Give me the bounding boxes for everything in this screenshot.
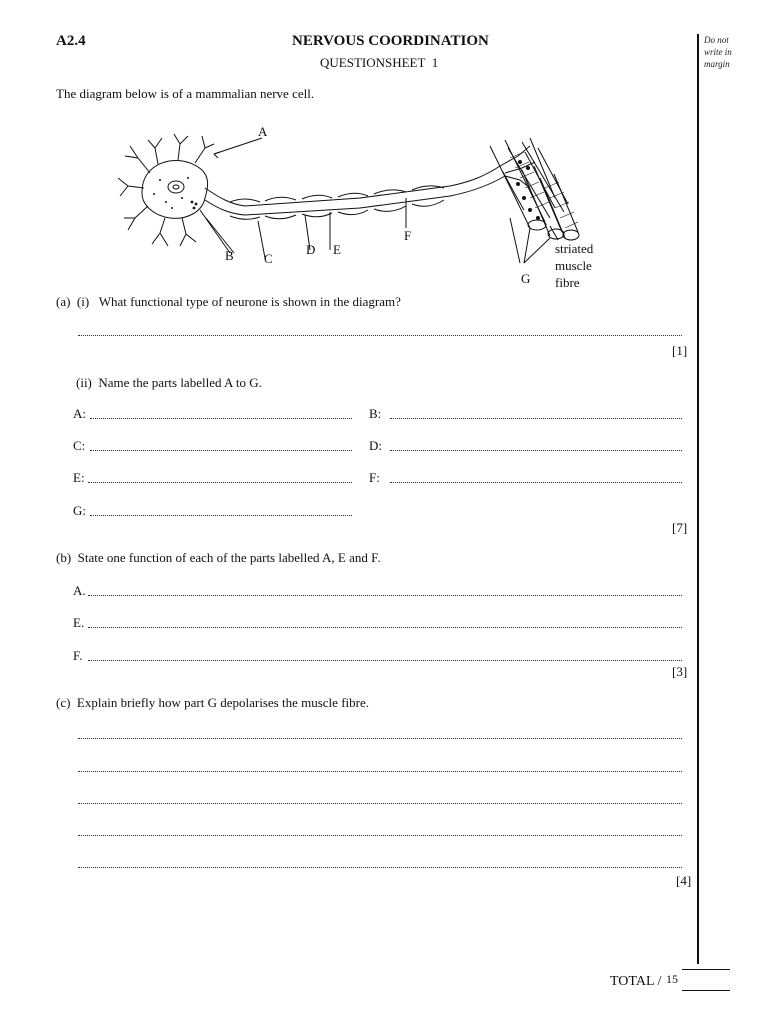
page-title: NERVOUS COORDINATION	[292, 33, 489, 49]
diagram-label-d: D	[306, 242, 316, 257]
answer-line-function-a[interactable]	[88, 595, 682, 596]
marks-a-i: [1]	[672, 343, 688, 358]
answer-line-part-g[interactable]	[90, 515, 352, 516]
marks-b: [3]	[672, 664, 688, 679]
question-c: (c) Explain briefly how part G depolarises the muscle fibre.	[56, 695, 369, 710]
question-b: (b) State one function of each of the parts labelled A, E and F.	[56, 550, 381, 565]
answer-line-c-4[interactable]	[78, 835, 682, 836]
diagram-label-b: B	[225, 248, 234, 263]
nerve-cell-diagram	[110, 118, 594, 298]
function-label-f: F.	[73, 648, 83, 663]
muscle-label-line-2: muscle	[555, 258, 592, 273]
total-box	[610, 972, 665, 990]
diagram-label-c: C	[264, 251, 273, 266]
marks-a-ii: [7]	[672, 520, 688, 535]
nerve-cell-drawing	[110, 118, 590, 298]
part-label-f: F:	[369, 470, 380, 485]
part-label-c: C:	[73, 438, 86, 453]
answer-line-c-1[interactable]	[78, 738, 682, 739]
page-subtitle: QUESTIONSHEET 1	[320, 55, 439, 70]
answer-line-part-d[interactable]	[390, 450, 682, 451]
function-label-e: E.	[73, 615, 85, 630]
muscle-label-line-3: fibre	[555, 275, 580, 290]
diagram-label-a: A	[258, 124, 268, 139]
answer-line-c-5[interactable]	[78, 867, 682, 868]
margin-note	[704, 34, 732, 70]
answer-line-function-f[interactable]	[88, 660, 682, 661]
total-value: 15	[666, 972, 678, 986]
answer-line-c-2[interactable]	[78, 771, 682, 772]
total-label: TOTAL /	[610, 974, 665, 989]
margin-note-line-2: write in	[704, 47, 732, 57]
part-label-b: B:	[369, 406, 382, 421]
total-score-field[interactable]	[666, 969, 730, 991]
part-label-g: G:	[73, 503, 86, 518]
margin-note-line-3: margin	[704, 59, 730, 69]
question-a-i: (a) (i) What functional type of neurone is shown in the diagram?	[56, 294, 401, 309]
marks-c: [4]	[676, 873, 692, 888]
part-label-d: D:	[369, 438, 382, 453]
answer-line-part-c[interactable]	[90, 450, 352, 451]
answer-line-part-e[interactable]	[88, 482, 352, 483]
diagram-label-f: F	[404, 228, 412, 243]
margin-note-line-1: Do not	[704, 35, 729, 45]
function-label-a: A.	[73, 583, 86, 598]
diagram-label-g: G	[521, 271, 531, 286]
answer-line-c-3[interactable]	[78, 803, 682, 804]
answer-line-part-a[interactable]	[90, 418, 352, 419]
part-label-e: E:	[73, 470, 85, 485]
muscle-label-line-1: striated	[555, 241, 594, 256]
part-label-a: A:	[73, 406, 86, 421]
answer-line-a-i[interactable]	[78, 335, 682, 336]
intro-text: The diagram below is of a mammalian nerve cell.	[56, 86, 315, 101]
margin-rule	[697, 34, 699, 964]
answer-line-function-e[interactable]	[88, 627, 682, 628]
question-a-ii: (ii) Name the parts labelled A to G.	[76, 375, 262, 390]
diagram-label-e: E	[333, 242, 341, 257]
muscle-fibre-label	[555, 240, 593, 291]
question-code: A2.4	[56, 33, 86, 49]
answer-line-part-f[interactable]	[390, 482, 682, 483]
answer-line-part-b[interactable]	[390, 418, 682, 419]
